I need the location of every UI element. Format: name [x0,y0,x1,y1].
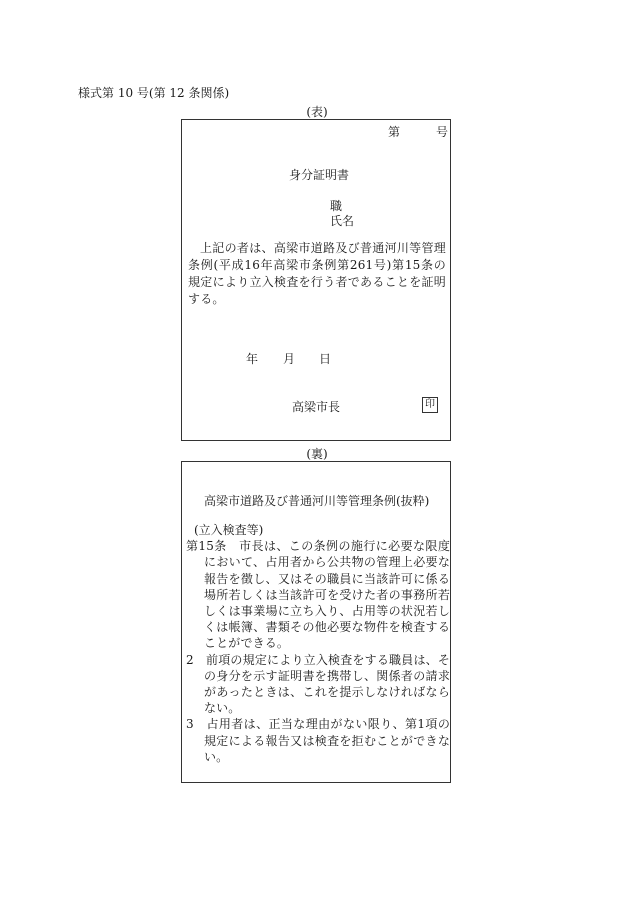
paragraph-2-text: 2 前項の規定により立入検査をする職員は、その身分を示す証明書を携帯し、関係者の請求があったときは、これを提示しなければならない。 [186,652,450,716]
front-side-label: (表) [306,105,328,119]
name-label: 氏名 [330,214,355,228]
article-caption: (立入検査等) [194,523,264,537]
date-day-label: 日 [319,352,332,366]
date-year-label: 年 [246,352,259,366]
document-title: 身分証明書 [289,168,350,182]
ordinance-excerpt-body [186,522,450,765]
front-card [181,119,451,441]
certification-text: 上記の者は、高梁市道路及び普通河川等管理条例(平成16年高梁市条例第261号)第15条の規定により立入検査を行う者であることを証明する。 [188,241,446,306]
seal-stamp: 印 [422,397,438,413]
job-title-label: 職 [330,199,343,213]
form-reference: 様式第 10 号(第 12 条関係) [78,86,230,100]
date-month-label: 月 [283,352,296,366]
certificate-number-suffix: 号 [436,125,449,139]
back-side-label: (裏) [306,447,328,461]
ordinance-excerpt-title: 高梁市道路及び普通河川等管理条例(抜粋) [204,494,430,508]
paragraph-3-text: 3 占用者は、正当な理由がない限り、第1項の規定による報告又は検査を拒むことができない。 [186,717,450,764]
certificate-number-prefix: 第 [388,125,401,139]
issuer-name: 高梁市長 [292,400,341,414]
article-15-text: 第15条 市長は、この条例の施行に必要な限度において、占用者から公共物の管理上必要な報告を徴し、又はその職員に当該許可に係る場所若しくは当該許可を受けた者の事務所若しくは事業場に立ち入り、占用等の状況若しくは帳簿、書類その他必要な物件を検査することができる。 [186,539,450,651]
back-card [181,461,451,783]
